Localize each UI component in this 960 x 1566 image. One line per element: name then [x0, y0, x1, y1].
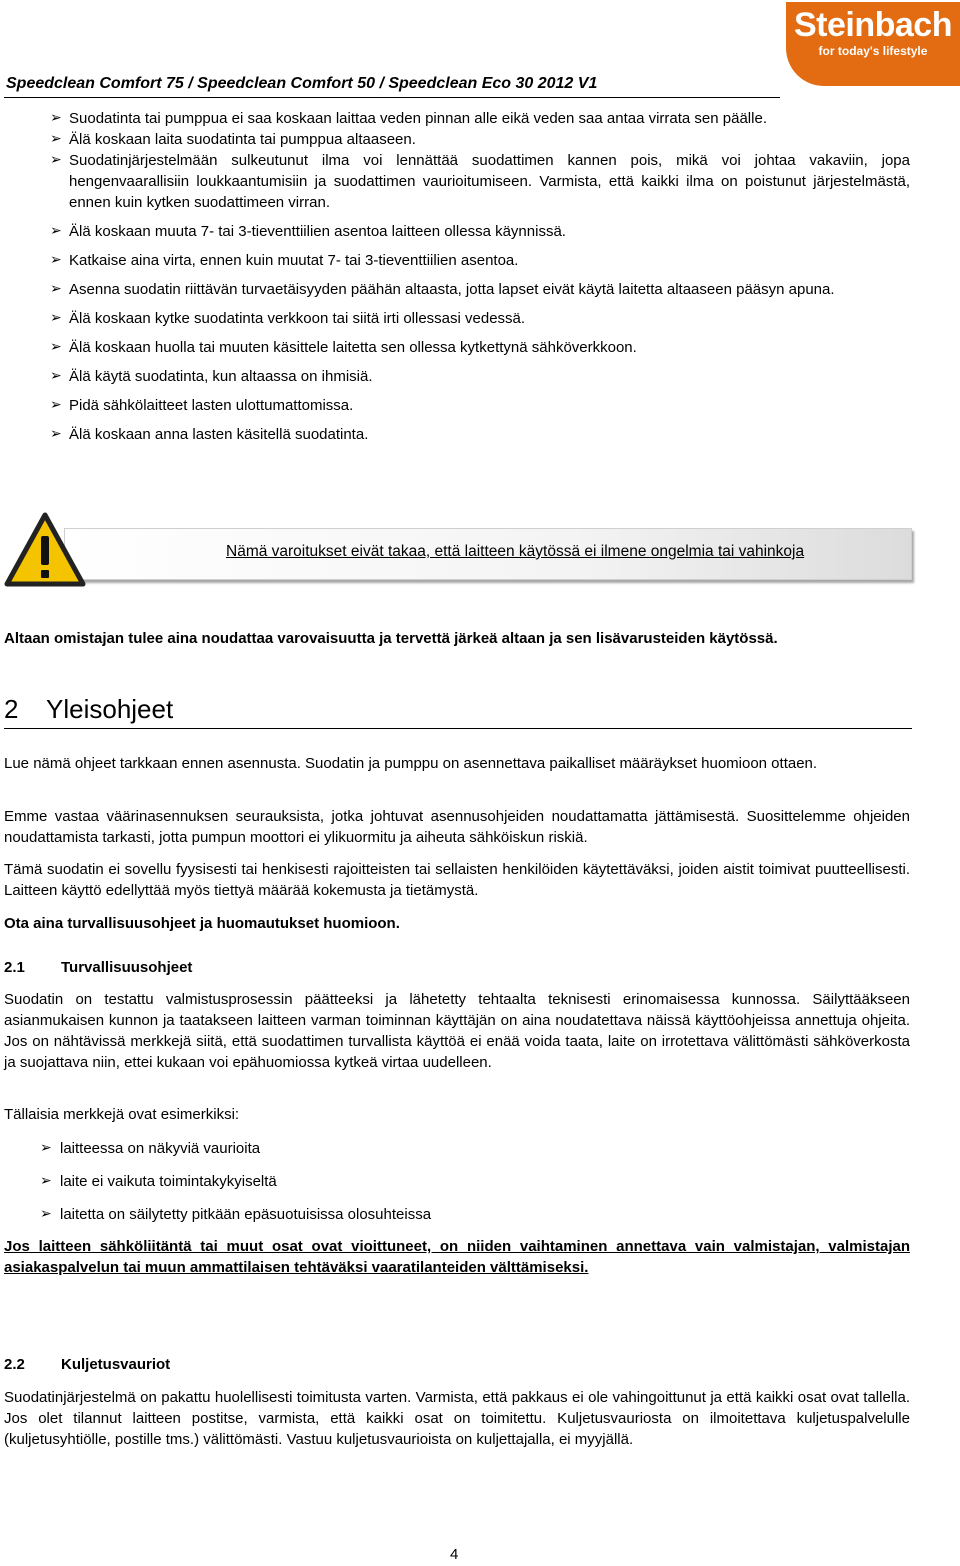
arrow-bullet-icon: ➢ — [50, 131, 62, 147]
warning-banner — [4, 512, 912, 588]
logo-main-text: Steinbach — [794, 6, 952, 44]
section-number: 2.2 — [4, 1356, 25, 1373]
warning-box — [64, 528, 912, 580]
list-item: ➢ laite ei vaikuta toimintakykyiseltä — [40, 1173, 277, 1190]
paragraph: Suodatinjärjestelmä on pakattu huolellisesti toimitusta varten. Varmista, että pakkaus ei ole vahingoittunut ja että kaikki osat ovat tallella. Jos olet tilannut laitteen postitse, varmista, että kaikki osat on toimitettu. Kuljetusvauriosta on ilmoitettava kuljetuspalvelulle (kuljetusyhtiölle, postille tms.) välittömästi. Vastuu kuljetusvaurioista on kuljettajalla, ei myyjällä. — [4, 1389, 910, 1448]
list-item: ➢ Katkaise aina virta, ennen kuin muutat 7- tai 3-tieventtiilien asentoa. — [50, 252, 519, 269]
list-item: ➢ Älä koskaan huolla tai muuten käsittele laitetta sen ollessa kytkettynä sähköverkkoon. — [50, 339, 637, 356]
arrow-bullet-icon: ➢ — [50, 310, 62, 326]
section-title: Yleisohjeet — [46, 694, 174, 724]
list-item: ➢ Asenna suodatin riittävän turvaetäisyyden päähän altaasta, jotta lapset eivät käytä laitetta altaaseen pääsyn apuna. — [50, 281, 835, 298]
list-item: ➢ Suodatinta tai pumppua ei saa koskaan laittaa veden pinnan alle eikä veden saa antaa virrata sen päälle. — [50, 110, 767, 127]
section-2-2-heading — [4, 1354, 170, 1375]
arrow-bullet-icon: ➢ — [40, 1206, 52, 1222]
arrow-bullet-icon: ➢ — [50, 426, 62, 442]
list-item: ➢ Älä koskaan muuta 7- tai 3-tieventtiilien asentoa laitteen ollessa käynnissä. — [50, 223, 566, 240]
signs-list — [0, 1138, 700, 1237]
paragraph: Tämä suodatin ei sovellu fyysisesti tai henkisesti rajoitteisten tai sellaisten henkilöiden käytettäväksi, joiden aistit toimivat puutteellisesti. Laitteen käyttö edellyttää myös tiettyä määrää kokemusta ja tietämystä. — [4, 861, 910, 899]
section-title: Kuljetusvauriot — [61, 1356, 171, 1373]
list-item: ➢ Suodatinjärjestelmään sulkeutunut ilma voi lennättää suodattimen kannen pois, mikä voi johtaa vakaviin, jopa hengenvaarallisiin loukkaantumisiin ja suodattimen vaurioitumiseen. Varmista, että kaikki ilma on poistunut järjestelmästä, ennen kuin kytken suodattimeen virran. — [50, 152, 910, 211]
arrow-bullet-icon: ➢ — [50, 397, 62, 413]
page-number: 4 — [450, 1546, 459, 1563]
arrow-bullet-icon: ➢ — [50, 252, 62, 268]
list-item: ➢ laitetta on säilytetty pitkään epäsuotuisissa olosuhteissa — [40, 1206, 432, 1223]
arrow-bullet-icon: ➢ — [50, 339, 62, 355]
section-number: 2 — [4, 694, 19, 724]
list-item: ➢ Pidä sähkölaitteet lasten ulottumattomissa. — [50, 397, 354, 414]
list-item: ➢ Älä käytä suodatinta, kun altaassa on ihmisiä. — [50, 368, 373, 385]
paragraph: Tällaisia merkkejä ovat esimerkiksi: — [4, 1106, 240, 1123]
arrow-bullet-icon: ➢ — [50, 223, 62, 239]
electrical-warning-paragraph: Jos laitteen sähköliitäntä tai muut osat ovat vioittuneet, on niiden vaihtaminen annettava vain valmistajan, valmistajan asiakaspalvelun tai muun ammattilaisen tehtäväksi vaaratilanteiden välttämiseksi. — [4, 1238, 910, 1276]
warning-text: Nämä varoitukset eivät takaa, että laitteen käytössä ei ilmene ongelmia tai vahinkoja — [226, 543, 805, 560]
logo-tagline: for today's lifestyle — [818, 44, 928, 58]
document-header-title: Speedclean Comfort 75 / Speedclean Comfort 50 / Speedclean Eco 30 2012 V1 — [6, 75, 598, 92]
arrow-bullet-icon: ➢ — [40, 1173, 52, 1189]
owner-note: Altaan omistajan tulee aina noudattaa varovaisuutta ja tervettä järkeä altaan ja sen lisävarusteiden käytössä. — [4, 630, 778, 647]
header-rule — [4, 97, 780, 98]
arrow-bullet-icon: ➢ — [50, 110, 62, 126]
list-item: ➢ Älä koskaan laita suodatinta tai pumppua altaaseen. — [50, 131, 416, 148]
list-item: ➢ laitteessa on näkyviä vaurioita — [40, 1140, 261, 1157]
paragraph-bold: Ota aina turvallisuusohjeet ja huomautukset huomioon. — [4, 915, 400, 932]
warning-triangle-icon — [4, 512, 86, 588]
paragraph: Lue nämä ohjeet tarkkaan ennen asennusta. Suodatin ja pumppu on asennettava paikalliset määräykset huomioon ottaen. — [4, 755, 818, 772]
arrow-bullet-icon: ➢ — [50, 281, 62, 297]
section-2-heading — [4, 692, 912, 729]
paragraph: Emme vastaa väärinasennuksen seurauksista, jotka johtuvat asennusohjeiden noudattamatta jättämisestä. Suosittelemme ohjeiden noudattamista tarkasti, jotta pumpun moottori ei ylikuormitu ja aiheuta sähköiskun riskiä. — [4, 808, 910, 846]
steinbach-logo — [786, 2, 960, 86]
list-item: ➢ Älä koskaan kytke suodatinta verkkoon tai siitä irti ollessasi vedessä. — [50, 310, 526, 327]
paragraph: Suodatin on testattu valmistusprosessin päätteeksi ja lähetetty tehtaalta teknisesti erinomaisessa kunnossa. Säilyttääkseen asianmukaisen kunnon ja taatakseen laitteen varman toiminnan käyttäjän on aina noudatettava näissä käyttöohjeissa annettuja ohjeita. Jos on nähtävissä merkkejä siitä, että suodattimen turvallista käyttöä ei enää voida taata, laite on irrotettava välittömästi sähköverkosta ja suojattava niin, ettei kukaan voi epähuomiossa kytkeä virtaa uudelleen. — [4, 991, 910, 1071]
arrow-bullet-icon: ➢ — [40, 1140, 52, 1156]
safety-bullet-list — [0, 108, 910, 453]
list-item: ➢ Älä koskaan anna lasten käsitellä suodatinta. — [50, 426, 369, 443]
arrow-bullet-icon: ➢ — [50, 152, 62, 168]
section-2-1-heading — [4, 957, 192, 978]
section-title: Turvallisuusohjeet — [61, 959, 193, 976]
section-number: 2.1 — [4, 959, 25, 976]
arrow-bullet-icon: ➢ — [50, 368, 62, 384]
